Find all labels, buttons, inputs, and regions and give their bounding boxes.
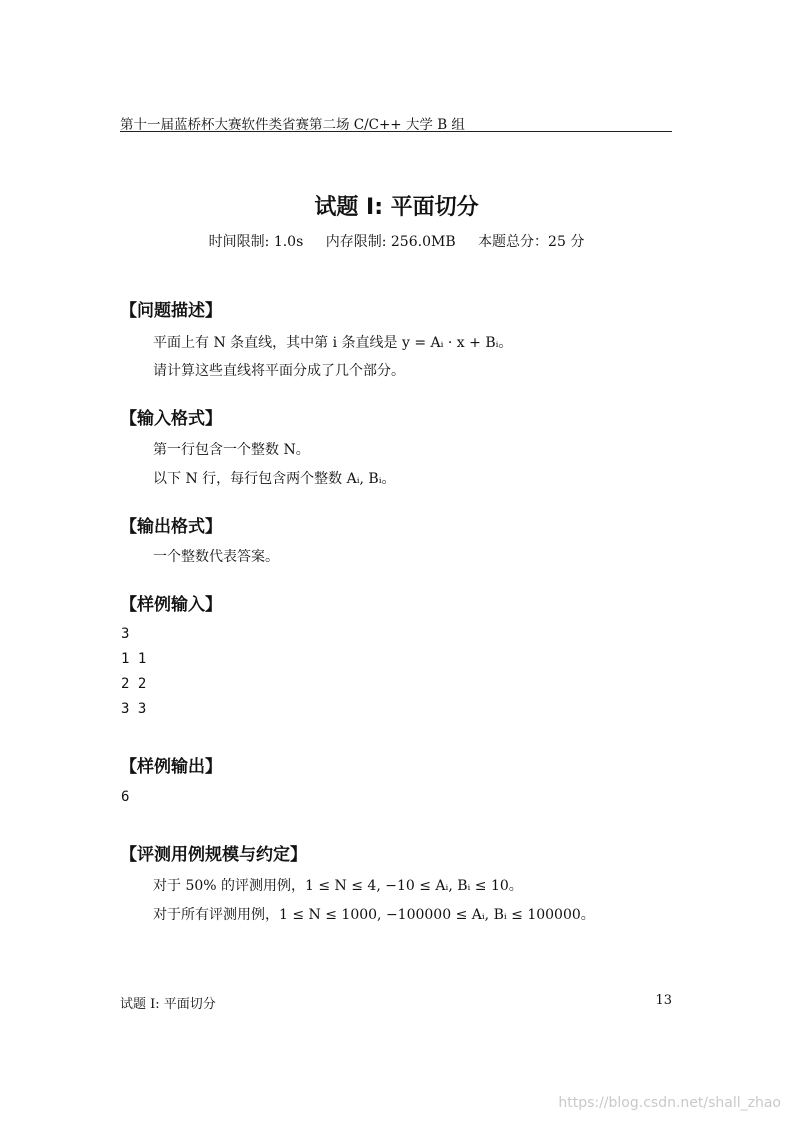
total-score: 本题总分：25 分 <box>478 234 585 250</box>
description-line-2: 请计算这些直线将平面分成了几个部分。 <box>153 363 405 379</box>
running-header: 第十一届蓝桥杯大赛软件类省赛第二场 C/C++ 大学 B 组 <box>120 117 465 133</box>
input-format-line-2: 以下 N 行，每行包含两个整数 Aᵢ, Bᵢ。 <box>153 471 396 487</box>
sample-input-line-4: 3 3 <box>121 701 147 717</box>
page-number: 13 <box>655 993 672 1008</box>
limits-line <box>0 231 793 251</box>
sample-input-line-2: 1 1 <box>121 651 147 667</box>
constraints-line-2: 对于所有评测用例，1 ≤ N ≤ 1000, −100000 ≤ Aᵢ, Bᵢ ≤ 100000。 <box>153 907 595 923</box>
watermark: https://blog.csdn.net/shall_zhao <box>558 1095 781 1111</box>
sample-output-line-1: 6 <box>121 789 130 805</box>
section-heading-constraints: 【评测用例规模与约定】 <box>120 845 307 865</box>
section-heading-output-format: 【输出格式】 <box>120 517 222 537</box>
description-line-1: 平面上有 N 条直线，其中第 i 条直线是 y = Aᵢ · x + Bᵢ。 <box>153 335 513 351</box>
running-footer: 试题 I: 平面切分 <box>120 997 216 1012</box>
sample-input-line-3: 2 2 <box>121 676 147 692</box>
sample-input-line-1: 3 <box>121 626 130 642</box>
memory-limit: 内存限制: 256.0MB <box>325 234 456 250</box>
section-heading-sample-input: 【样例输入】 <box>120 595 222 615</box>
output-format-line-1: 一个整数代表答案。 <box>153 549 279 565</box>
section-heading-sample-output: 【样例输出】 <box>120 757 222 777</box>
header-rule <box>120 131 672 132</box>
input-format-line-1: 第一行包含一个整数 N。 <box>153 442 310 458</box>
constraints-line-1: 对于 50% 的评测用例，1 ≤ N ≤ 4, −10 ≤ Aᵢ, Bᵢ ≤ 10。 <box>153 878 523 894</box>
section-heading-description: 【问题描述】 <box>120 301 222 321</box>
section-heading-input-format: 【输入格式】 <box>120 409 222 429</box>
problem-title: 试题 I: 平面切分 <box>314 195 479 220</box>
time-limit: 时间限制: 1.0s <box>208 234 304 250</box>
